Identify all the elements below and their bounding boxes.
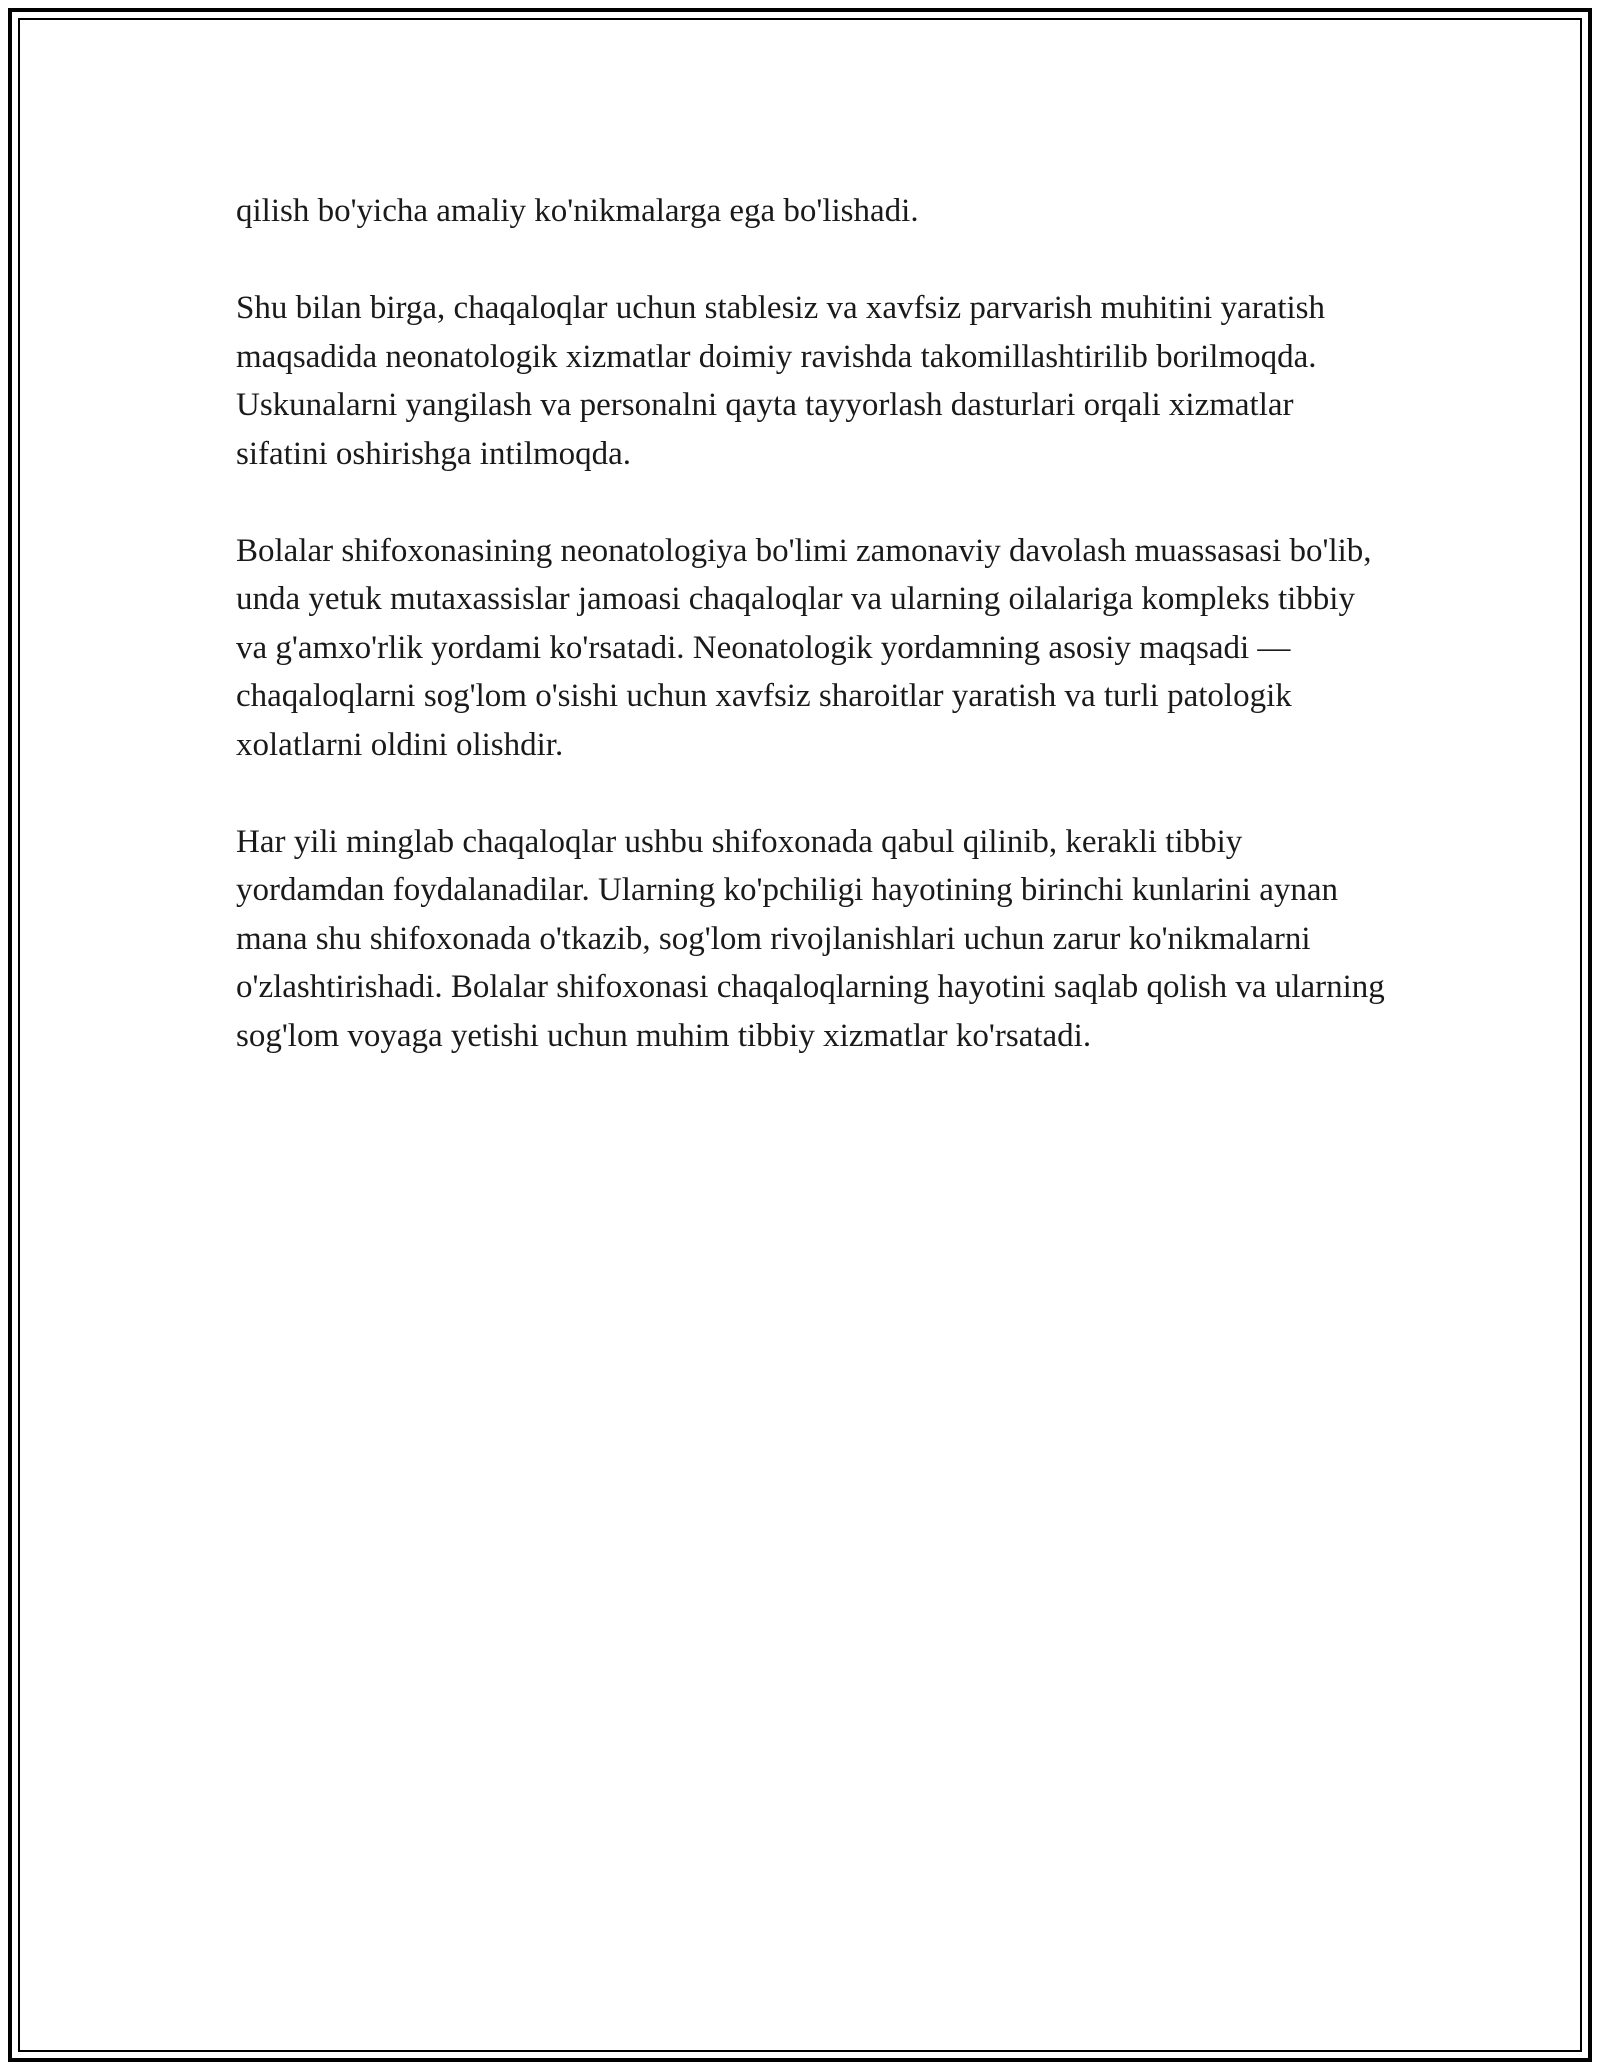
paragraph-services-improvement: Shu bilan birga, chaqaloqlar uchun stablesiz va xavfsiz parvarish muhitini yaratish maqsadida neonatologik xizmatlar doimiy ravishda takomillashtirilib borilmoqda. Uskunalarni yangilash va personalni qayta tayyorlash dasturlari orqali xizmatlar sifatini oshirishga intilmoqda. [236, 290, 1326, 472]
document-body [236, 187, 1386, 1109]
paragraph-annual-admissions: Har yili minglab chaqaloqlar ushbu shifoxonada qabul qilinib, kerakli tibbiy yordamdan foydalanadilar. Ularning ko'pchiligi hayotining birinchi kunlarini aynan mana shu shifoxonada o'tkazib, sog'lom rivojlanishlari uchun zarur ko'nikmalarni o'zlashtirishadi. Bolalar shifoxonasi chaqaloqlarning hayotini saqlab qolish va ularning sog'lom voyaga yetishi uchun muhim tibbiy xizmatlar ko'rsatadi. [236, 823, 1385, 1054]
paragraph-neonatology-department: Bolalar shifoxonasining neonatologiya bo'limi zamonaviy davolash muassasasi bo'lib, unda yetuk mutaxassislar jamoasi chaqaloqlar va ularning oilalariga kompleks tibbiy va g'amxo'rlik yordami ko'rsatadi. Neonatologik yordamning asosiy maqsadi — chaqaloqlarni sog'lom o'sishi uchun xavfsiz sharoitlar yaratish va turli patologik xolatlarni oldini olishdir. [236, 532, 1372, 763]
paragraph-continuation: qilish bo'yicha amaliy ko'nikmalarga ega bo'lishadi. [236, 193, 919, 229]
